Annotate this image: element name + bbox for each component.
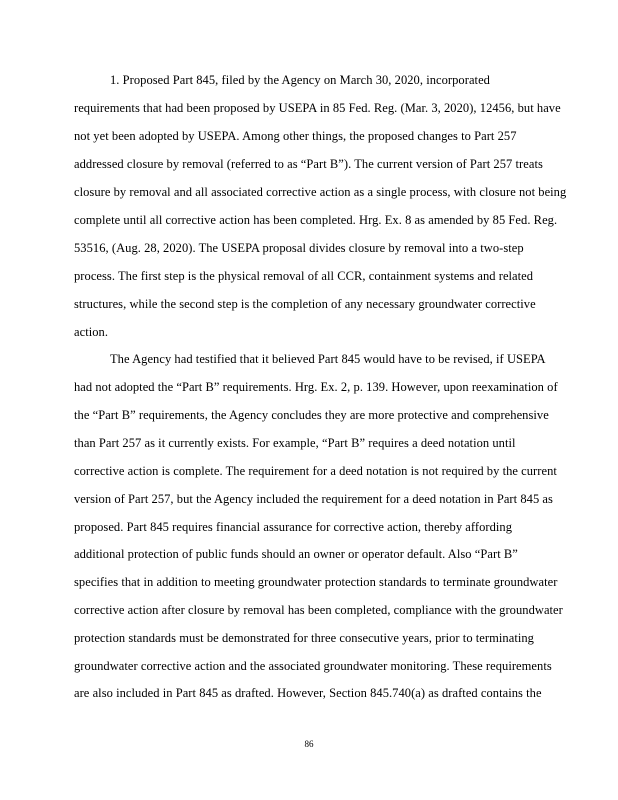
paragraph-2-line-10: corrective action after closure by removal has been completed, compliance with the groundwater bbox=[74, 603, 563, 617]
paragraph-1-line-6: complete until all corrective action has been completed. Hrg. Ex. 8 as amended by 85 Fed. Reg. bbox=[74, 213, 558, 227]
paragraph-1-line-2: requirements that had been proposed by USEPA in 85 Fed. Reg. (Mar. 3, 2020), 12456, but have bbox=[74, 101, 561, 115]
paragraph-1-line-7: 53516, (Aug. 28, 2020). The USEPA proposal divides closure by removal into a two-step bbox=[74, 241, 524, 255]
paragraph-2-line-2: had not adopted the “Part B” requirements. Hrg. Ex. 2, p. 139. However, upon reexamination of bbox=[74, 380, 558, 394]
paragraph-2-line-5: corrective action is complete. The requirement for a deed notation is not required by the current bbox=[74, 464, 557, 478]
paragraph-2-line-4: than Part 257 as it currently exists. For example, “Part B” requires a deed notation until bbox=[74, 436, 516, 450]
paragraph-2-line-8: additional protection of public funds should an owner or operator default. Also “Part B” bbox=[74, 547, 518, 561]
paragraph-2-line-3: the “Part B” requirements, the Agency concludes they are more protective and comprehensive bbox=[74, 408, 549, 422]
paragraph-2-line-1: The Agency had testified that it believed Part 845 would have to be revised, if USEPA bbox=[110, 352, 546, 366]
page-number: 86 bbox=[304, 739, 314, 749]
paragraph-1-line-4: addressed closure by removal (referred to as “Part B”). The current version of Part 257 treats bbox=[74, 157, 543, 171]
paragraph-2-line-13: are also included in Part 845 as drafted. However, Section 845.740(a) as drafted contains the bbox=[74, 686, 542, 700]
paragraph-2-line-7: proposed. Part 845 requires financial assurance for corrective action, thereby affording bbox=[74, 520, 513, 534]
paragraph-1-line-1: 1. Proposed Part 845, filed by the Agency on March 30, 2020, incorporated bbox=[110, 73, 490, 87]
paragraph-1-line-5: closure by removal and all associated corrective action as a single process, with closure not being bbox=[74, 185, 567, 199]
paragraph-1-line-8: process. The first step is the physical removal of all CCR, containment systems and related bbox=[74, 269, 534, 283]
paragraph-2-line-11: protection standards must be demonstrated for three consecutive years, prior to terminating bbox=[74, 631, 534, 645]
paragraph-2-line-6: version of Part 257, but the Agency included the requirement for a deed notation in Part 845 as bbox=[74, 492, 553, 506]
paragraph-1-line-3: not yet been adopted by USEPA. Among other things, the proposed changes to Part 257 bbox=[74, 129, 517, 143]
paragraph-1-line-10: action. bbox=[74, 325, 109, 339]
paragraph-2-line-12: groundwater corrective action and the associated groundwater monitoring. These requirements bbox=[74, 659, 552, 673]
paragraph-2-line-9: specifies that in addition to meeting groundwater protection standards to terminate groundwater bbox=[74, 575, 558, 589]
paragraph-1-line-9: structures, while the second step is the completion of any necessary groundwater corrective bbox=[74, 297, 536, 311]
